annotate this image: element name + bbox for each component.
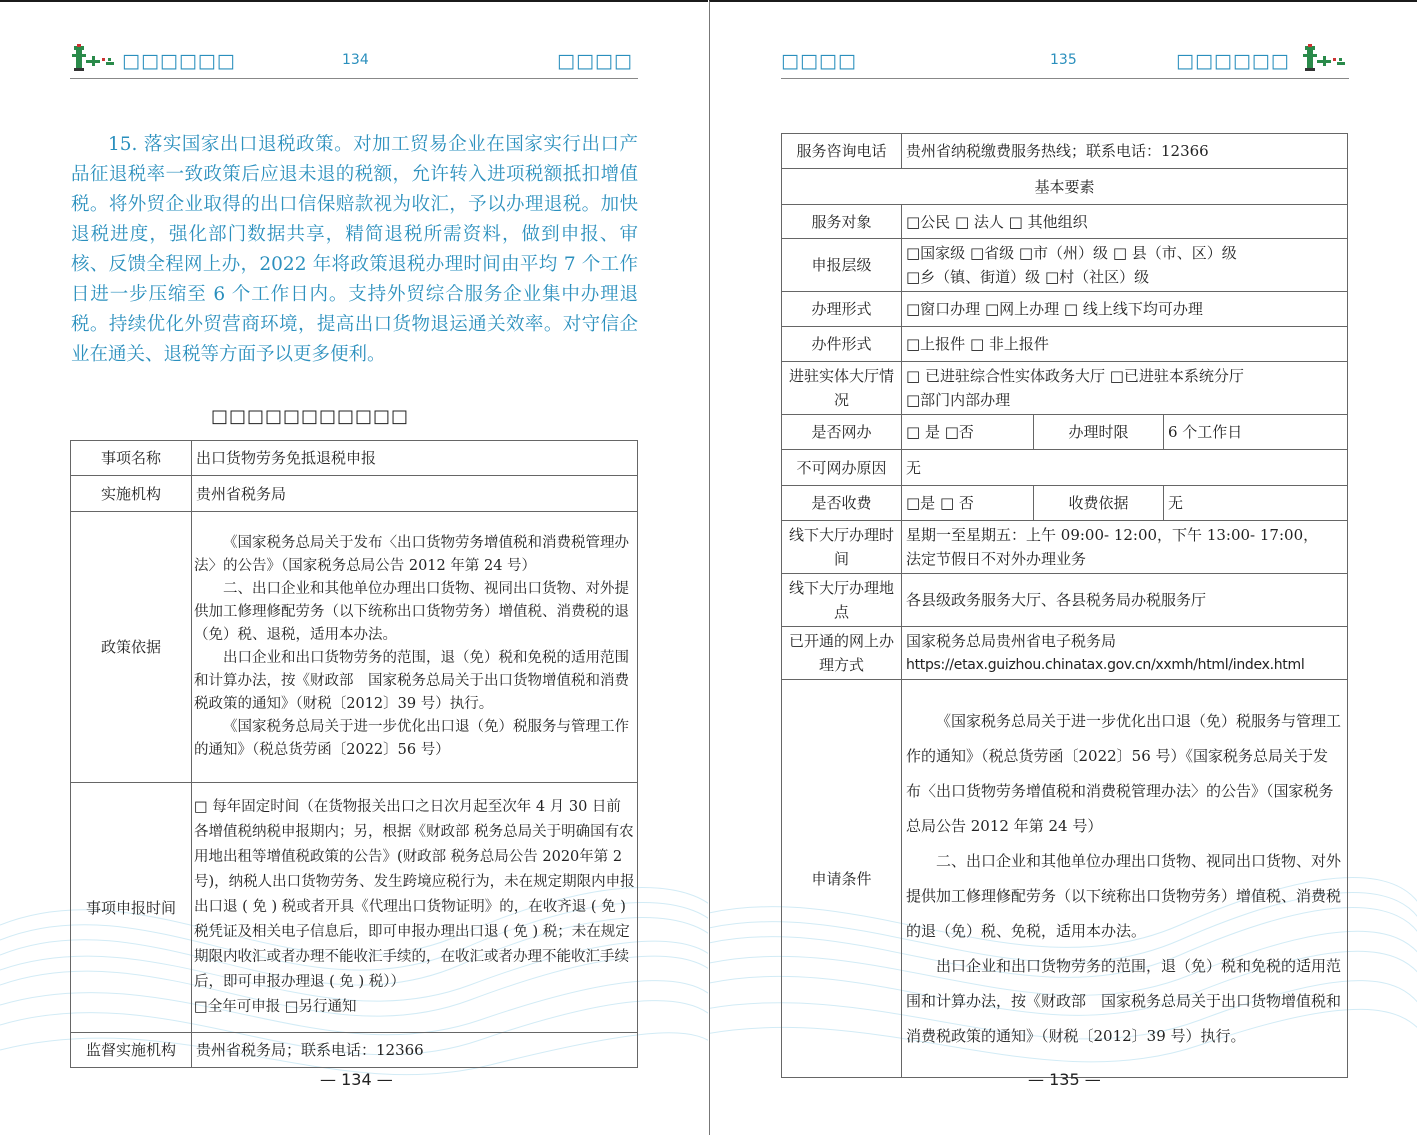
row-value (902, 627, 1348, 680)
row-label: 是否网办 (782, 415, 902, 450)
row-label: 申报层级 (782, 239, 902, 292)
right-page (709, 0, 1417, 1135)
table-row (71, 1033, 638, 1068)
header-left-tag: □□□□□□ (122, 50, 236, 72)
page-header (781, 46, 1349, 79)
hall-line1: □ 已进驻综合性实体政务大厅 □已进驻本系统分厅 (906, 367, 1244, 385)
header-right-tag: □□□□ (557, 50, 633, 72)
row-value: □上报件 □ 非上报件 (902, 327, 1348, 362)
table-row (782, 450, 1348, 486)
row-label: 已开通的网上办理方式 (782, 627, 902, 680)
row-label: 监督实施机构 (71, 1033, 192, 1068)
row-label: 服务咨询电话 (782, 134, 902, 169)
row-value (902, 362, 1348, 415)
row-value: □公民 □ 法人 □ 其他组织 (902, 205, 1348, 239)
row-label: 申请条件 (782, 680, 902, 1078)
policy-cell (192, 512, 638, 783)
row-value: □ 是 □否 (902, 415, 1034, 450)
header-page-number: 134 (342, 52, 369, 68)
row-label: 服务对象 (782, 205, 902, 239)
table-row (782, 415, 1348, 450)
row-label: 事项名称 (71, 441, 192, 476)
service-table-right (781, 133, 1348, 1078)
table-row (782, 574, 1348, 627)
row-label: 进驻实体大厅情况 (782, 362, 902, 415)
left-page (0, 0, 708, 1135)
row-label: 办理时限 (1034, 415, 1164, 450)
ornament-logo-icon (1301, 44, 1351, 76)
hall-time-line2: 法定节假日不对外办理业务 (906, 550, 1087, 568)
level-line1: □国家级 □省级 □市（州）级 □ 县（市、区）级 (906, 244, 1237, 262)
table-row (782, 627, 1348, 680)
declare-time-text: □ 每年固定时间（在货物报关出口之日次月起至次年 4 月 30 日前各增值税纳税申报期内；另，根据《财政部 税务总局关于明确国有农用地出租等增值税政策的公告》(财政部 税务总局公告 2020年第 2 号)，纳税人出口货物劳务、发生跨境应税行为，未在规定期限内申报出口退 ( 免 ) 税或者开具《代理出口货物证明》的，在收齐退 ( 免 ) 税凭证及相关电子信息后，即可申报办理出口退 ( 免 ) 税；未在规定期限内收汇或者办理不能收汇手续的，在收汇或者办理不能收汇手续后，即可申报办理退 ( 免 ) 税）） (194, 799, 635, 990)
row-label: 线下大厅办理地点 (782, 574, 902, 627)
row-label: 收费依据 (1034, 486, 1164, 521)
online-service-url[interactable]: https://etax.guizhou.chinatax.gov.cn/xxmh/html/index.html (906, 657, 1305, 673)
row-label: 不可网办原因 (782, 450, 902, 486)
row-label: 事项申报时间 (71, 783, 192, 1033)
declare-time-options: □全年可申报 □另行通知 (194, 999, 357, 1015)
table-row (782, 205, 1348, 239)
row-value: 贵州省纳税缴费服务热线；联系电话：12366 (902, 134, 1348, 169)
header-page-number: 135 (1050, 52, 1077, 68)
hall-time-line1: 星期一至星期五：上午 09:00- 12:00，下午 13:00- 17:00， (906, 526, 1319, 544)
table-row (782, 362, 1348, 415)
table-row (71, 441, 638, 476)
row-value (902, 239, 1348, 292)
row-label: 办件形式 (782, 327, 902, 362)
table-title: □□□□□□□□□□□ (210, 406, 410, 427)
condition-p1: 《国家税务总局关于进一步优化出口退（免）税服务与管理工作的通知》（税总货劳函〔2022〕56 号）《国家税务总局关于发布〈出口货物劳务增值税和消费税管理办法〉的公告》（国家税务总局公告 2012 年第 24 号） (906, 711, 1342, 835)
page-header (70, 46, 638, 79)
header-right-tag: □□□□□□ (1176, 50, 1290, 72)
row-value: □窗口办理 □网上办理 □ 线上线下均可办理 (902, 292, 1348, 327)
table-row (71, 476, 638, 512)
row-label: 办理形式 (782, 292, 902, 327)
row-value: 贵州省税务局 (192, 476, 638, 512)
table-row (782, 239, 1348, 292)
basic-elements-heading: 基本要素 (782, 169, 1348, 205)
table-row (782, 486, 1348, 521)
condition-cell (902, 680, 1348, 1078)
net-line1: 国家税务总局贵州省电子税务局 (906, 632, 1117, 650)
level-line2: □乡（镇、街道）级 □村（社区）级 (906, 268, 1150, 286)
row-value (902, 521, 1348, 574)
row-label: 是否收费 (782, 486, 902, 521)
row-value: 无 (902, 450, 1348, 486)
condition-p2: 二、出口企业和其他单位办理出口货物、视同出口货物、对外提供加工修理修配劳务（以下统称出口货物劳务）增值税、消费税的退（免）税、免税，适用本办法。 (906, 851, 1342, 940)
page-footer: — 135 — (1028, 1070, 1101, 1089)
row-label: 线下大厅办理时间 (782, 521, 902, 574)
row-value: 贵州省税务局；联系电话：12366 (192, 1033, 638, 1068)
row-value: 出口货物劳务免抵退税申报 (192, 441, 638, 476)
section-paragraph: 15. 落实国家出口退税政策。对加工贸易企业在国家实行出口产品征退税率一致政策后应退未退的税额，允许转入进项税额抵扣增值税。将外贸企业取得的出口信保赔款视为收汇，予以办理退税。加快退税进度，强化部门数据共享，精简退税所需资料，做到申报、审核、反馈全程网上办，2022 年将政策退税办理时间由平均 7 个工作日进一步压缩至 6 个工作日内。支持外贸综合服务企业集中办理退税。持续优化外贸营商环境，提高出口货物退运通关效率。对守信企业在通关、退税等方面予以更多便利。 (71, 134, 638, 365)
table-row (71, 783, 638, 1033)
row-label: 实施机构 (71, 476, 192, 512)
table-row (782, 292, 1348, 327)
table-row (782, 521, 1348, 574)
table-row (782, 169, 1348, 205)
table-row (782, 134, 1348, 169)
table-row (71, 512, 638, 783)
table-row (782, 327, 1348, 362)
service-table-left (70, 440, 638, 1068)
policy-p2: 二、出口企业和其他单位办理出口货物、视同出口货物、对外提供加工修理修配劳务（以下统称出口货物劳务）增值税、消费税的退（免）税、退税，适用本办法。 (194, 581, 629, 643)
row-value: 各县级政务服务大厅、各县税务局办税服务厅 (902, 574, 1348, 627)
row-value: 无 (1164, 486, 1348, 521)
policy-p3: 出口企业和出口货物劳务的范围，退（免）税和免税的适用范围和计算办法，按《财政部 国家税务总局关于出口货物增值税和消费税政策的通知》（财税〔2012〕39 号）执行。 (194, 650, 629, 712)
ornament-logo-icon (70, 44, 120, 76)
declare-time-cell (192, 783, 638, 1033)
page-footer: — 134 — (320, 1070, 393, 1089)
condition-p3: 出口企业和出口货物劳务的范围，退（免）税和免税的适用范围和计算办法，按《财政部 国家税务总局关于出口货物增值税和消费税政策的通知》（财税〔2012〕39 号）执行。 (906, 956, 1342, 1045)
policy-p4: 《国家税务总局关于进一步优化出口退（免）税服务与管理工作的通知》（税总货劳函〔2022〕56 号） (194, 719, 629, 758)
row-value: □是 □ 否 (902, 486, 1034, 521)
hall-line2: □部门内部办理 (906, 391, 1011, 409)
policy-p1: 《国家税务总局关于发布〈出口货物劳务增值税和消费税管理办法〉的公告》（国家税务总局公告 2012 年第 24 号） (194, 535, 629, 574)
header-left-tag: □□□□ (781, 50, 857, 72)
row-value: 6 个工作日 (1164, 415, 1348, 450)
row-label: 政策依据 (71, 512, 192, 783)
table-row (782, 680, 1348, 1078)
